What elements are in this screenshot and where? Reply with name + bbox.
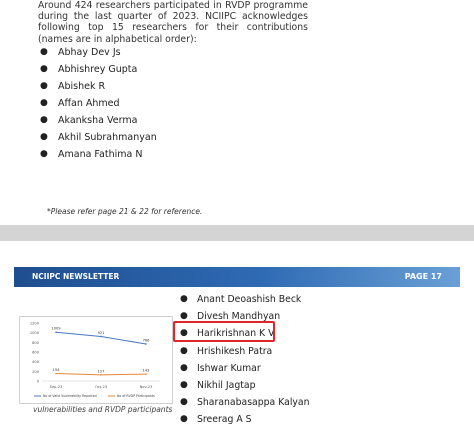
list-item: [180, 343, 310, 360]
x-tick-label: Oct-23: [94, 385, 108, 389]
researcher-name-highlighted: Harikrishnan K V: [197, 328, 275, 340]
bullet-icon: ●: [40, 132, 48, 142]
researcher-name: Abhay Dev Js: [58, 47, 121, 58]
list-item: [38, 112, 157, 129]
data-point: [100, 336, 102, 338]
researcher-name: Ishwar Kumar: [197, 362, 261, 374]
bullet-icon: ●: [40, 47, 48, 57]
bullet-icon: ●: [40, 149, 48, 159]
list-item: [180, 394, 310, 411]
bullet-icon: ●: [180, 345, 188, 356]
researcher-name: Sreerag A S: [197, 414, 252, 426]
bottom-page: [0, 241, 474, 430]
x-tick-label: Sep-23: [49, 385, 63, 389]
researcher-name: Sharanabasappa Kalyan: [197, 397, 310, 409]
list-item: [180, 377, 310, 394]
researcher-name: Akhil Subrahmanyan: [58, 132, 157, 143]
highlight-box: [173, 321, 275, 342]
researcher-list: [38, 44, 157, 163]
researcher-list-continued: [180, 291, 310, 429]
legend-label: No of RVDP Participants: [117, 394, 155, 399]
data-point: [145, 343, 147, 345]
data-label: 921: [97, 330, 105, 335]
y-tick-label: 1200: [29, 321, 39, 326]
researcher-name: Akanksha Verma: [58, 115, 138, 126]
researcher-name: Anant Deoashish Beck: [197, 294, 302, 305]
bullet-icon: ●: [40, 98, 48, 108]
bullet-icon: ●: [40, 81, 48, 91]
bullet-icon: ●: [40, 115, 48, 125]
bullet-icon: ●: [180, 311, 188, 322]
researcher-name: Amana Fathima N: [58, 149, 143, 160]
data-label: 1009: [51, 326, 61, 331]
list-item: [38, 78, 157, 95]
y-tick-label: 800: [32, 340, 39, 345]
list-item: [180, 360, 310, 377]
researcher-name: Abhishrey Gupta: [58, 64, 138, 75]
intro-paragraph: Around 424 researchers participated in RVDP programme during the last quarter of 2023. NCIIPC acknowledges following top 15 researchers for their contributions (names are in alphabetical order):: [38, 0, 308, 45]
page-number: PAGE 17: [404, 272, 442, 281]
list-item: [180, 291, 310, 308]
bullet-icon: ●: [180, 328, 188, 339]
bullet-icon: ●: [40, 64, 48, 74]
chart-panel: [19, 316, 173, 404]
newsletter-title: NCIIPC NEWSLETTER: [32, 272, 120, 281]
bullet-icon: ●: [180, 397, 188, 408]
researcher-name: Abishek R: [58, 81, 106, 92]
y-tick-label: 200: [32, 369, 39, 374]
y-tick-label: 600: [32, 350, 39, 355]
bullet-icon: ●: [180, 294, 188, 304]
researcher-name: Hrishikesh Patra: [197, 345, 273, 357]
page-separator: [0, 225, 474, 241]
data-label: 127: [97, 369, 105, 374]
list-item: [38, 61, 157, 78]
data-point: [55, 331, 57, 333]
bullet-icon: ●: [180, 379, 188, 390]
data-point: [55, 373, 57, 375]
data-label: 154: [52, 368, 60, 373]
list-item: [38, 129, 157, 146]
chart-caption: vulnerabilities and RVDP participants: [33, 405, 173, 414]
y-tick-label: 1000: [29, 331, 39, 336]
data-point: [145, 373, 147, 375]
line-chart: [20, 317, 172, 403]
x-tick-label: Nov-23: [139, 385, 153, 389]
footnote: *Please refer page 21 & 22 for reference.: [47, 207, 203, 216]
y-tick-label: 400: [32, 360, 39, 365]
researcher-name: Affan Ahmed: [58, 98, 120, 109]
list-item: [38, 44, 157, 61]
list-item: [38, 146, 157, 163]
list-item: [38, 95, 157, 112]
bullet-icon: ●: [180, 362, 188, 373]
newsletter-header: [14, 267, 460, 287]
bullet-icon: ●: [180, 414, 188, 425]
researcher-name: Divesh Mandhyan: [197, 311, 281, 323]
data-label: 766: [142, 338, 150, 343]
legend-label: No of Valid Vulnerability Reported: [43, 394, 97, 399]
y-tick-label: 0: [36, 379, 39, 384]
data-point: [100, 374, 102, 376]
researcher-name: Nikhil Jagtap: [197, 379, 256, 391]
list-item: [180, 411, 310, 428]
data-label: 143: [142, 368, 150, 373]
